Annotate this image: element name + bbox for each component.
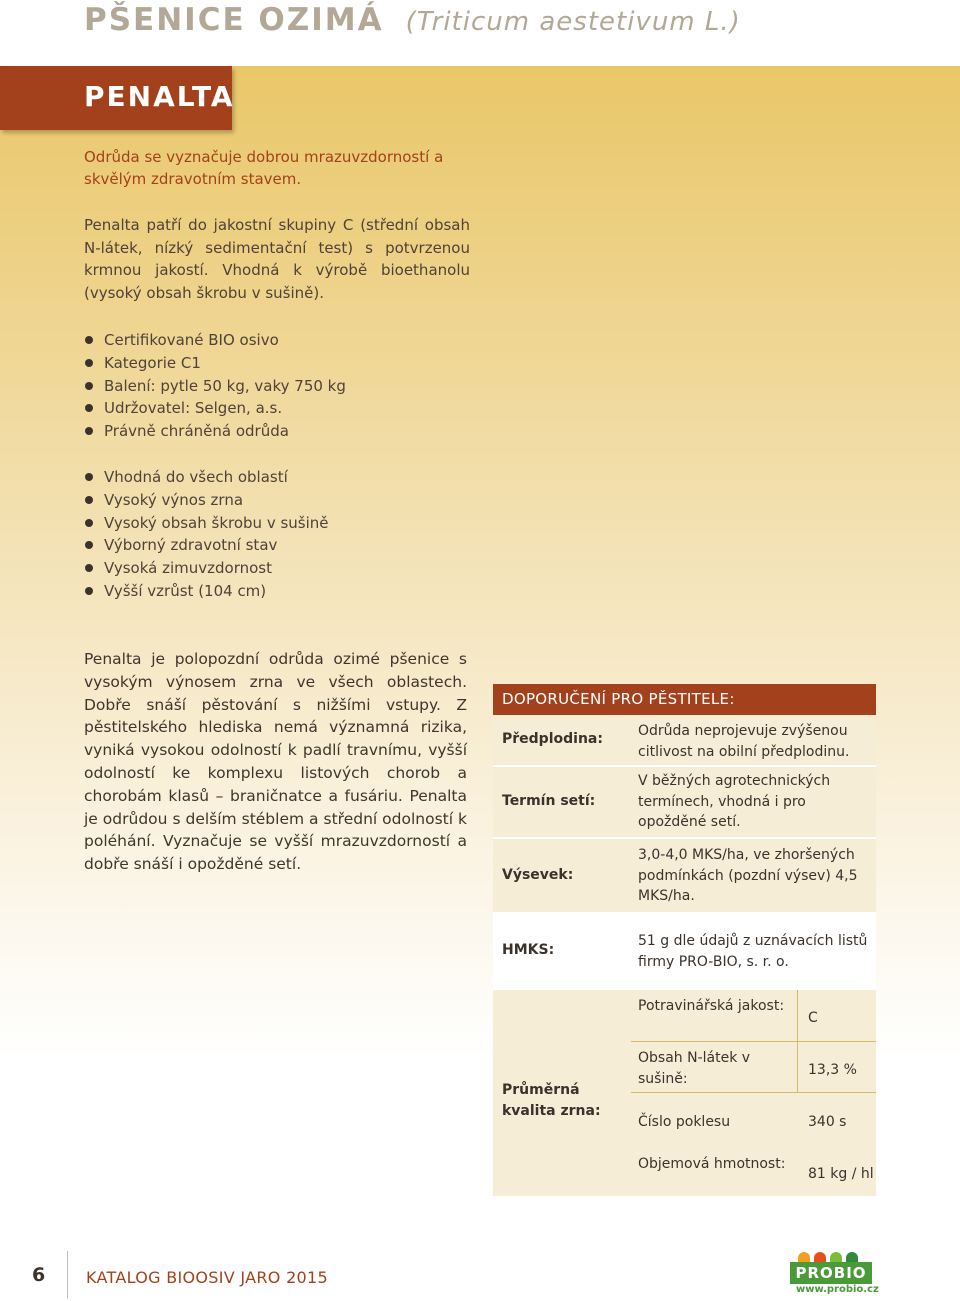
quality-name: Obsah N-látek v sušině: — [638, 1050, 751, 1087]
list-item: Vhodná do všech oblastí — [84, 466, 504, 489]
table-row — [493, 715, 876, 767]
intro-text: Odrůda se vyznačuje dobrou mrazuvzdorností a skvělým zdravotním stavem. — [84, 148, 444, 188]
quality-name: Potravinářská jakost: — [638, 998, 785, 1014]
quality-value: C — [808, 1010, 818, 1026]
list-item: Balení: pytle 50 kg, vaky 750 kg — [84, 375, 504, 398]
row-value: 3,0-4,0 MKS/ha, ve zhoršených podmínkách (pozdní výsev) 4,5 MKS/ha. — [638, 847, 858, 904]
list-item: Vysoká zimuvzdornost — [84, 557, 504, 580]
logo-url: www.probio.cz — [796, 1284, 879, 1295]
bullet-icon — [85, 382, 93, 390]
variety-body-text: Penalta je polopozdní odrůda ozimé pšenice s vysokým výnosem zrna ve všech oblastech. Dobře snáší pěstování s nižšími vstupy. Z pěstitelského hlediska nemá významná rizika, vyniká vysokou odolností k padlí travnímu, vyšší odolností ke komplexu listových chorob a chorobám klasů – braničnatce a fusáriu. Penalta je odrůdou s delším stéblem a střední odolností k poléhání. Vyznačuje se vyšší mrazuvzdorností a dobře snáší i opožděné setí. — [84, 650, 467, 874]
bullet-icon — [85, 564, 93, 572]
list-item: Vyšší vzrůst (104 cm) — [84, 580, 504, 603]
recommendation-header: DOPORUČENÍ PRO PĚSTITELE: — [493, 684, 876, 715]
page-header — [84, 2, 741, 48]
bullet-icon — [85, 404, 93, 412]
recommendation-table — [493, 684, 876, 1196]
list-item: Certifikované BIO osivo — [84, 329, 504, 352]
quality-name: Číslo poklesu — [638, 1114, 731, 1130]
crop-latin-name: (Triticum aestetivum L.) — [405, 7, 741, 37]
row-label: Výsevek: — [502, 867, 574, 883]
bullet-icon — [85, 359, 93, 367]
bullet-icon — [85, 587, 93, 595]
quality-rule — [631, 1041, 876, 1042]
quality-rule — [631, 1092, 876, 1093]
list-item: Výborný zdravotní stav — [84, 534, 504, 557]
variety-name: PENALTA — [84, 80, 235, 113]
bullet-icon — [85, 541, 93, 549]
logo-wordmark: PROBIO — [790, 1262, 872, 1284]
row-value: 51 g dle údajů z uznávacích listů firmy PRO-BIO, s. r. o. — [638, 933, 868, 970]
bullet-icon — [85, 473, 93, 481]
description-text: Penalta patří do jakostní skupiny C (střední obsah N-látek, nízký sedimentační test) s potvrzenou krmnou jakostí. Vhodná k výrobě bioethanolu (vysoký obsah škrobu v sušině). — [84, 216, 470, 302]
quality-label: Průměrná kvalita zrna: — [502, 1082, 601, 1119]
table-row — [493, 839, 876, 914]
table-row — [493, 914, 876, 990]
quality-value: 13,3 % — [808, 1062, 857, 1078]
quality-value: 340 s — [808, 1114, 847, 1130]
list-item: Právně chráněná odrůda — [84, 420, 504, 443]
page-number: 6 — [32, 1264, 46, 1286]
list-item: Kategorie C1 — [84, 352, 504, 375]
bullet-list-features — [84, 466, 504, 603]
bullet-icon — [85, 427, 93, 435]
row-label: Předplodina: — [502, 731, 603, 747]
probio-logo — [790, 1252, 879, 1296]
table-row — [493, 767, 876, 839]
list-item: Vysoký výnos zrna — [84, 489, 504, 512]
row-label: Termín setí: — [502, 793, 596, 809]
footer-divider — [67, 1251, 68, 1299]
list-item: Udržovatel: Selgen, a.s. — [84, 397, 504, 420]
bullet-list-properties — [84, 329, 504, 443]
row-value: Odrůda neprojevuje zvýšenou citlivost na obilní předplodinu. — [638, 723, 850, 760]
row-label: HMKS: — [502, 942, 555, 958]
crop-title: PŠENICE OZIMÁ — [84, 2, 384, 38]
bullet-icon — [85, 519, 93, 527]
quality-name: Objemová hmotnost: — [638, 1156, 786, 1172]
quality-value: 81 kg / hl — [808, 1166, 874, 1182]
bullet-icon — [85, 496, 93, 504]
catalog-title: KATALOG BIOOSIV JARO 2015 — [86, 1268, 328, 1287]
list-item: Vysoký obsah škrobu v sušině — [84, 512, 504, 535]
quality-block — [493, 990, 876, 1196]
row-value: V běžných agrotechnických termínech, vhodná i pro opožděné setí. — [638, 773, 831, 830]
bullet-icon — [85, 336, 93, 344]
